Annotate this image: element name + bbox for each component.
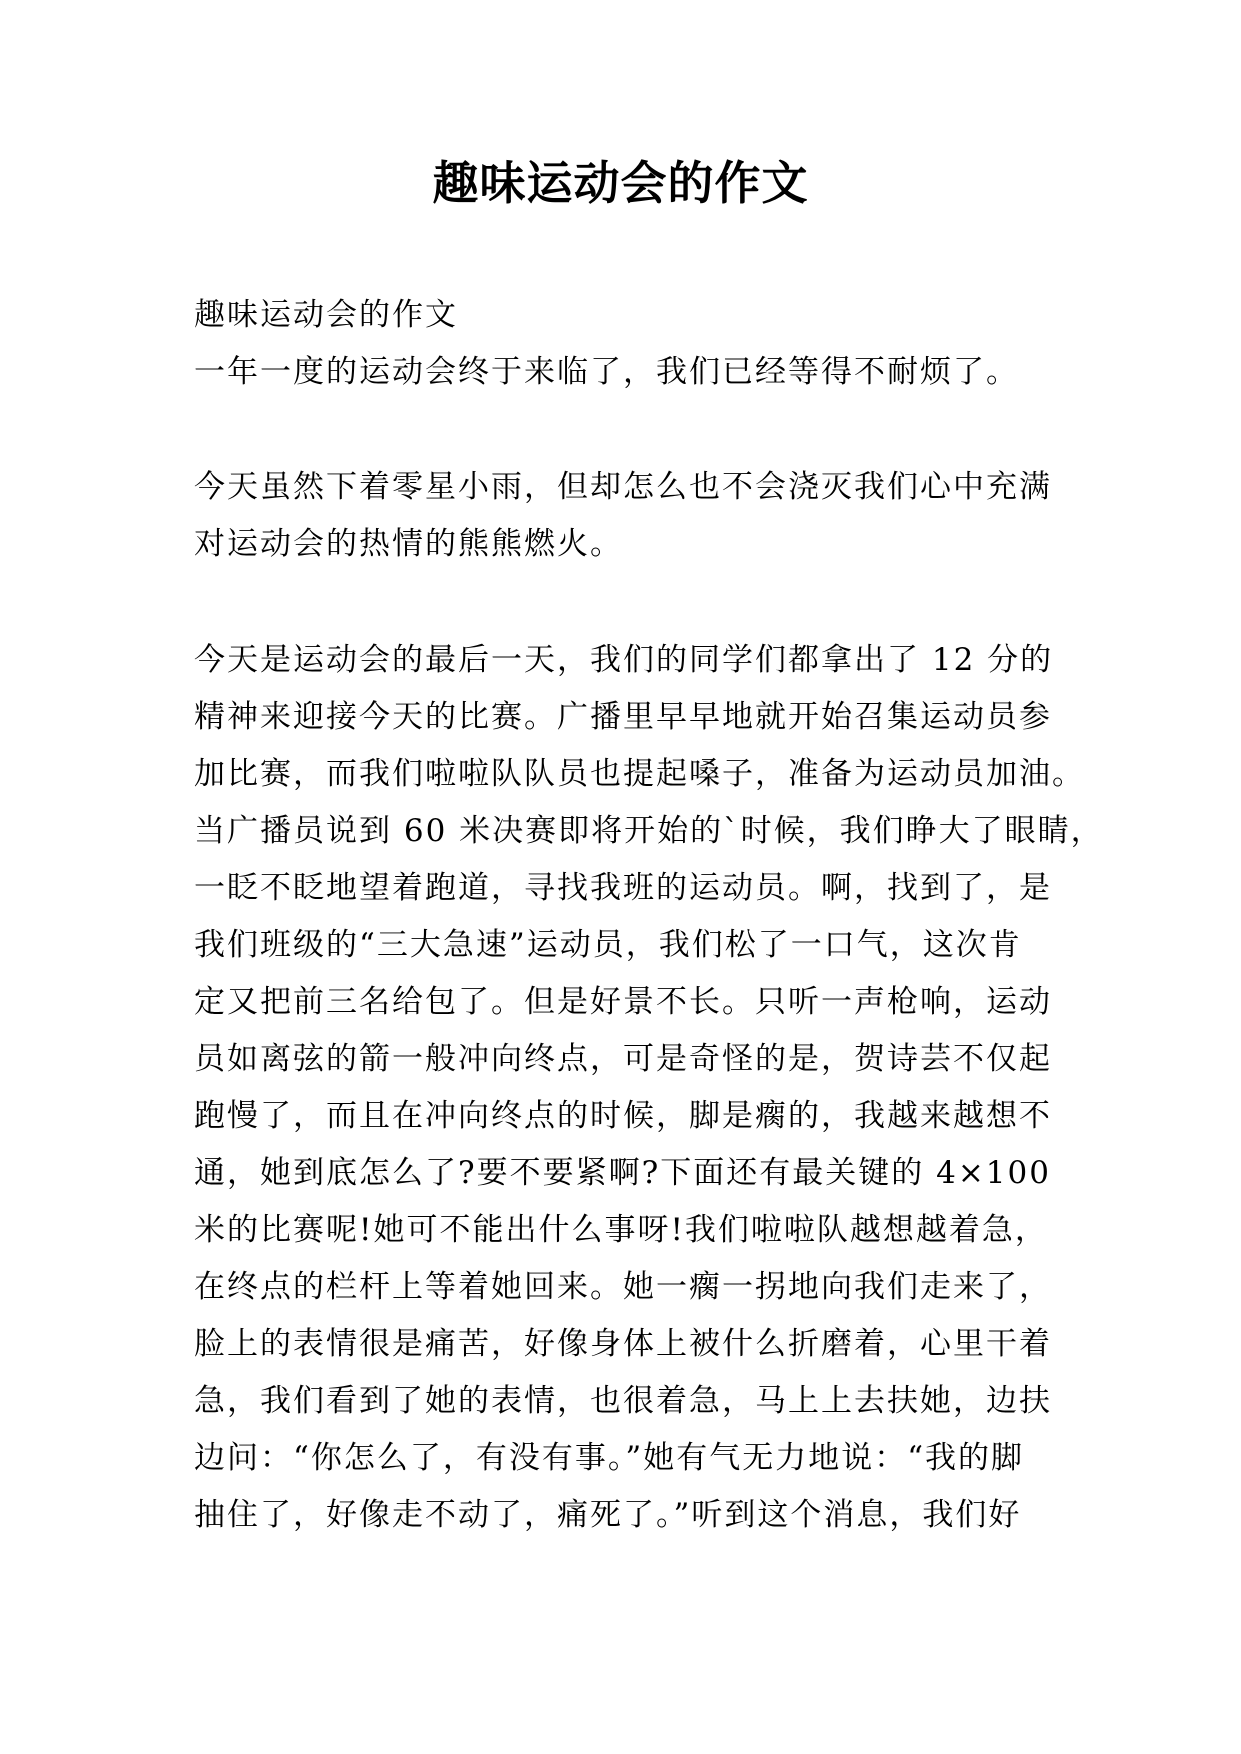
paragraph-line: 边问：“你怎么了，有没有事。”她有气无力地说：“我的脚 — [194, 1440, 1025, 1476]
document-subtitle — [194, 287, 1074, 344]
paragraph-line: 抽住了，好像走不动了，痛死了。”听到这个消息，我们好 — [194, 1497, 1022, 1533]
paragraph-line: 通，她到底怎么了?要不要紧啊?下面还有最关键的 4×100 — [194, 1155, 1051, 1191]
paragraph-1 — [194, 344, 1074, 401]
paragraph-line: 跑慢了，而且在冲向终点的时候，脚是瘸的，我越来越想不 — [194, 1098, 1052, 1134]
paragraph-line: 在终点的栏杆上等着她回来。她一瘸一拐地向我们走来了， — [194, 1269, 1052, 1305]
paragraph-line: 急，我们看到了她的表情，也很着急，马上上去扶她，边扶 — [194, 1383, 1052, 1419]
paragraph-2 — [194, 459, 1074, 573]
paragraph-line: 一眨不眨地望着跑道，寻找我班的运动员。啊，找到了，是 — [194, 870, 1052, 906]
paragraph-3 — [194, 632, 1104, 1544]
paragraph-line: 当广播员说到 60 米决赛即将开始的`时候，我们睁大了眼睛， — [194, 813, 1104, 849]
paragraph-line: 今天虽然下着零星小雨，但却怎么也不会浇灭我们心中充满 — [194, 469, 1052, 505]
subtitle-line: 趣味运动会的作文 — [194, 297, 458, 333]
paragraph-line: 员如离弦的箭一般冲向终点，可是奇怪的是，贺诗芸不仅起 — [194, 1041, 1052, 1077]
paragraph-line: 对运动会的热情的熊熊燃火。 — [194, 526, 623, 562]
paragraph-line: 我们班级的“三大急速”运动员，我们松了一口气，这次肯 — [194, 927, 1022, 963]
paragraph-line: 加比赛，而我们啦啦队队员也提起嗓子，准备为运动员加油。 — [194, 756, 1085, 792]
paragraph-line: 一年一度的运动会终于来临了，我们已经等得不耐烦了。 — [194, 354, 1019, 390]
paragraph-line: 精神来迎接今天的比赛。广播里早早地就开始召集运动员参 — [194, 699, 1052, 735]
document-title: 趣味运动会的作文 — [432, 156, 809, 210]
paragraph-line: 脸上的表情很是痛苦，好像身体上被什么折磨着，心里干着 — [194, 1326, 1052, 1362]
paragraph-line: 定又把前三名给包了。但是好景不长。只听一声枪响，运动 — [194, 984, 1052, 1020]
paragraph-line: 今天是运动会的最后一天，我们的同学们都拿出了 12 分的 — [194, 642, 1054, 678]
paragraph-line: 米的比赛呢!她可不能出什么事呀!我们啦啦队越想越着急， — [194, 1212, 1048, 1248]
